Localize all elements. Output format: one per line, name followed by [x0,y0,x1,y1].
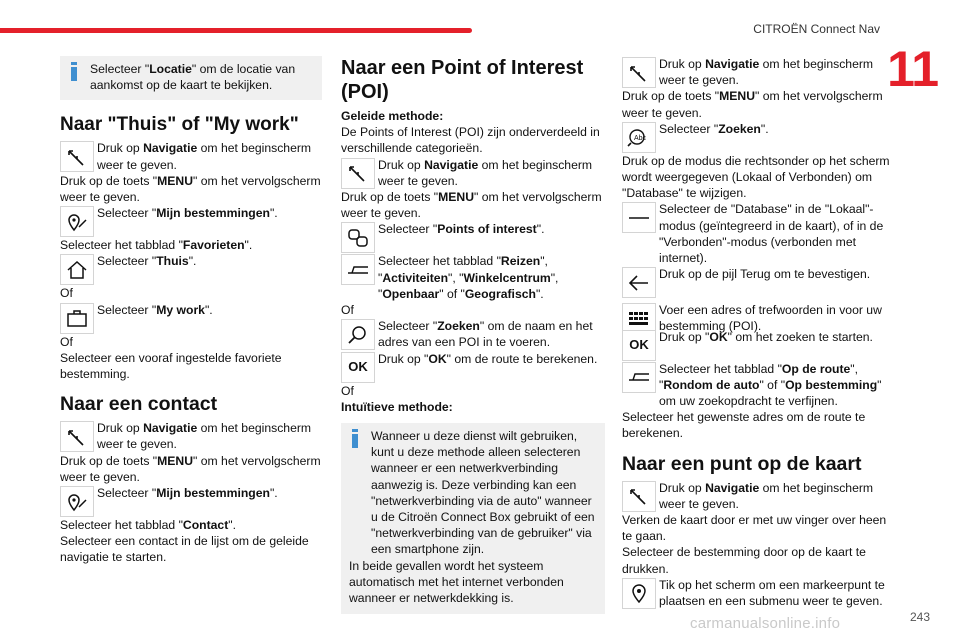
section-heading-map-point: Naar een punt op de kaart [622,452,862,475]
column-1: Selecteer "Locatie" om de locatie van aankomst op de kaart te bekijken. Naar "Thuis" of "My work" Druk op Navigatie om het beginscherm weer te geven. Druk op de toets "MENU" om het vervolgscherm weer te geven. Selecteer "Mijn bestemmingen". Selecteer het tabblad "Favorieten". Selecteer "Thuis". Of Selecteer "My work". Of Selecteer een vooraf ingestelde favoriete bestemming. Naar een contact Druk op Navigatie om het beginscherm weer te geven. Druk op de toets "MENU" om het vervolgscherm weer te geven. Selecteer "Mijn bestemmingen". Selecteer het tabblad "Contact". Selecteer een contact in de lijst om de geleide navigatie te starten. [60,56,322,566]
ok-icon: OK [622,330,656,361]
step-navigation: Druk op Navigatie om het beginscherm weer te geven. [622,56,890,88]
step-navigation: Druk op Navigatie om het beginscherm weer te geven. [341,157,605,189]
navigation-icon [622,57,656,88]
column-2: Naar een Point of Interest (POI) Geleide methode: De Points of Interest (POI) zijn onderverdeeld in verschillende categorieën. Druk op Navigatie om het beginscherm weer te geven. Druk op de toets "MENU" om het vervolgscherm weer te geven. Selecteer "Points of interest". Selecteer het tabblad "Reizen", "Activiteiten", "Winkelcentrum", "Openbaar" of "Geografisch". Of Selecteer "Zoeken" om de naam en het adres van een POI in te voeren. OK Druk op "OK" om de route te berekenen. Of Intuïtieve methode: Wanneer u deze dienst wilt gebruiken, kunt u deze methode alleen selecteren wanneer er een netwerkverbinding aanwezig is. Deze verbinding kan een "netwerkverbinding via de auto" wanneer u de Citroën Connect Box gebruikt of een "netwerkverbinding van de gebruiker" via een smartphone zijn. In beide gevallen wordt het systeem automatisch met het internet verbonden wanneer er netwerkdekking is. [341,56,605,614]
tab-bar-icon [622,202,656,233]
step-navigation: Druk op Navigatie om het beginscherm weer te geven. [60,140,322,172]
tab-bar-icon [622,362,656,393]
step-database: Selecteer de "Database" in de "Lokaal"-modus (geïntegreerd in de kaart), of in de "Verbonden"-modus (verbonden met internet). [622,201,890,266]
column-3: Druk op Navigatie om het beginscherm weer te geven. Druk op de toets "MENU" om het vervolgscherm weer te geven. Abc Selecteer "Zoeken". Druk op de modus die rechtsonder op het scherm wordt weergegeven (Lokaal of Verbonden) om "Database" te wijzigen. Selecteer de "Database" in de "Lokaal"-modus (geïntegreerd in de kaart), of in de "Verbonden"-modus (verbonden met internet). Druk op de pijl Terug om te bevestigen. Voer een adres of trefwoorden in voor uw bestemming (POI). OK Druk op "OK" om het zoeken te starten. Selecteer het tabblad "Op de route", "Rondom de auto" of "Op bestemming" om uw zoekopdracht te verfijnen. Selecteer het gewenste adres om de route te berekenen. Naar een punt op de kaart Druk op Navigatie om het beginscherm weer te geven. Verken de kaart door er met uw vinger over heen te gaan. Selecteer de bestemming door op de kaart te drukken. Tik op het scherm om een markeerpunt te plaatsen en een submenu weer te geven. [622,57,890,609]
step-refine: Selecteer het tabblad "Op de route", "Rondom de auto" of "Op bestemming" om uw zoekopdracht te verfijnen. [622,361,890,410]
section-heading-poi: Naar een Point of Interest (POI) [341,57,584,103]
step-my-work: Selecteer "My work". [60,302,322,334]
home-icon [60,254,94,285]
ok-icon: OK [341,352,375,383]
back-arrow-icon [622,267,656,298]
info-icon [349,429,361,447]
poi-icon [341,222,375,253]
search-abc-icon [622,122,656,153]
step-back: Druk op de pijl Terug om te bevestigen. [622,266,890,298]
page-number: 243 [909,610,930,624]
header-title: CITROËN Connect Nav [753,22,880,36]
step-search: Selecteer "Zoeken" om de naam en het adres van een POI in te voeren. [341,318,605,350]
watermark: carmanualsonline.info [690,615,841,632]
step-navigation-2: Druk op Navigatie om het beginscherm weer te geven. [60,420,322,452]
tab-bar-icon [341,254,375,285]
navigation-icon [341,158,375,189]
briefcase-icon [60,303,94,334]
step-home: Selecteer "Thuis". [60,253,322,285]
step-my-destinations-2: Selecteer "Mijn bestemmingen". [60,485,322,517]
navigation-icon [60,141,94,172]
info-note: Wanneer u deze dienst wilt gebruiken, kunt u deze methode alleen selecteren wanneer er een netwerkverbinding aanwezig is. Deze verbinding kan een "netwerkverbinding via de auto" wanneer u de Citroën Connect Box gebruikt of een "netwerkverbinding van de gebruiker" via een smartphone zijn. In beide gevallen wordt het systeem automatisch met het internet verbonden wanneer er netwerkdekking is. [341,423,605,614]
chapter-number: 11 [887,41,938,97]
search-icon [341,319,375,350]
section-heading-contact: Naar een contact [60,393,218,416]
step-navigation-2: Druk op Navigatie om het beginscherm weer te geven. [622,480,890,512]
step-tap-map: Tik op het scherm om een markeerpunt te plaatsen en een submenu weer te geven. [622,577,890,609]
map-pin-icon [622,578,656,609]
pin-pencil-icon [60,486,94,517]
pin-pencil-icon [60,206,94,237]
step-ok: OK Druk op "OK" om de route te berekenen. [341,351,605,383]
section-heading-home-work: Naar "Thuis" of "My work" [60,114,299,136]
step-keyboard: Voer een adres of trefwoorden in voor uw bestemming (POI). [622,302,890,334]
step-ok: OK Druk op "OK" om het zoeken te starten. [622,329,890,361]
header-accent-bar [0,28,472,33]
step-search: Abc Selecteer "Zoeken". [622,121,890,153]
step-points-of-interest: Selecteer "Points of interest". [341,221,605,253]
step-tabs: Selecteer het tabblad "Reizen", "Activiteiten", "Winkelcentrum", "Openbaar" of "Geografisch". [341,253,605,302]
svg-text:Abc: Abc [634,135,647,143]
info-note: Selecteer "Locatie" om de locatie van aankomst op de kaart te bekijken. [60,56,322,100]
info-icon [68,62,80,80]
navigation-icon [622,481,656,512]
navigation-icon [60,421,94,452]
step-my-destinations: Selecteer "Mijn bestemmingen". [60,205,322,237]
